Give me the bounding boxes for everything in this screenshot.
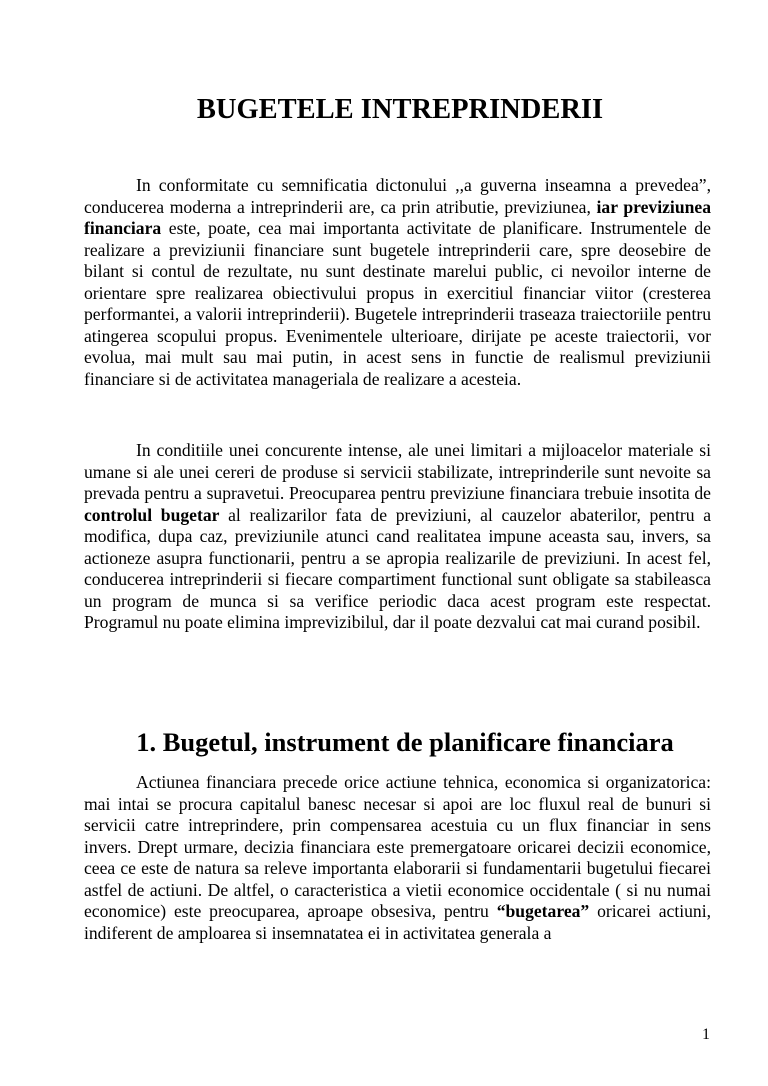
bold-term: controlul bugetar: [84, 504, 220, 525]
section-heading: 1. Bugetul, instrument de planificare financiara: [136, 727, 674, 757]
section-paragraph-1: [84, 772, 711, 944]
text-run: In conformitate cu semnificatia dictonului ,,a guverna inseamna a prevedea”, conducerea moderna a intreprinderii are, ca prin atributie, previziunea,: [84, 175, 711, 217]
page-title: BUGETELE INTREPRINDERII: [196, 94, 604, 125]
text-run: In conditiile unei concurente intense, ale unei limitari a mijloacelor materiale si umane si ale unei cereri de produse si servicii stabilizate, intreprinderile sunt nevoite sa prevada pentru a supravetui. Preocuparea pentru previziune financiara trebuie insotita de: [84, 440, 711, 504]
intro-paragraph-2: [84, 440, 711, 634]
intro-paragraph-1: [84, 175, 711, 390]
bold-term: “bugetarea”: [496, 901, 590, 922]
text-run: este, poate, cea mai importanta activitate de planificare. Instrumentele de realizare a previziunii financiare sunt bugetele intreprinderii care, spre deosebire de bilant si contul de rezultate, nu sunt destinate marelui public, ci nevoilor interne de orientare spre realizarea obiectivului propus in exercitiul financiar viitor (cresterea performantei, a valorii intreprinderii). Bugetele intreprinderii traseaza traiectoriile pentru atingerea scopului propus. Evenimentele ulterioare, dirijate pe aceste traiectorii, vor evolua, mai mult sau mai putin, in acest sens in functie de realismul previziunii financiare si de activitatea manageriala de realizare a acesteia.: [84, 218, 711, 389]
text-run: al realizarilor fata de previziuni, al cauzelor abaterilor, pentru a modifica, dupa caz, previziunile atunci cand realitatea impune aceasta sau, invers, sa actioneze asupra functionarii, pentru a se apropia realizarile de previziuni. In acest fel, conducerea intreprinderii si fiecare compartiment functional sunt obligate sa stabileasca un program de munca si sa verifice periodic daca acest program este respectat. Programul nu poate elimina imprevizibilul, dar il poate dezvalui cat mai curand posibil.: [84, 504, 712, 633]
bold-term: iar previziunea financiara: [84, 196, 711, 239]
text-run: Actiunea financiara precede orice actiune tehnica, economica si organizatorica: mai intai se procura capitalul banesc necesar si apoi are loc fluxul real de bunuri si servicii catre intreprindere, prin compensarea acestuia cu un flux financiar in sens invers. Drept urmare, decizia financiara este premergatoare oricarei decizii economice, ceea ce este de natura sa releve importanta elaborarii si fundamentarii bugetului fiecarei astfel de actiuni. De altfel, o caracteristica a vietii economice occidentale ( si nu numai economice) este preocuparea, aproape obsesiva, pentru: [84, 772, 711, 922]
page-number: 1: [702, 1026, 710, 1043]
text-run: oricarei actiuni, indiferent de amploarea si insemnatatea ei in activitatea generala a: [84, 901, 711, 943]
